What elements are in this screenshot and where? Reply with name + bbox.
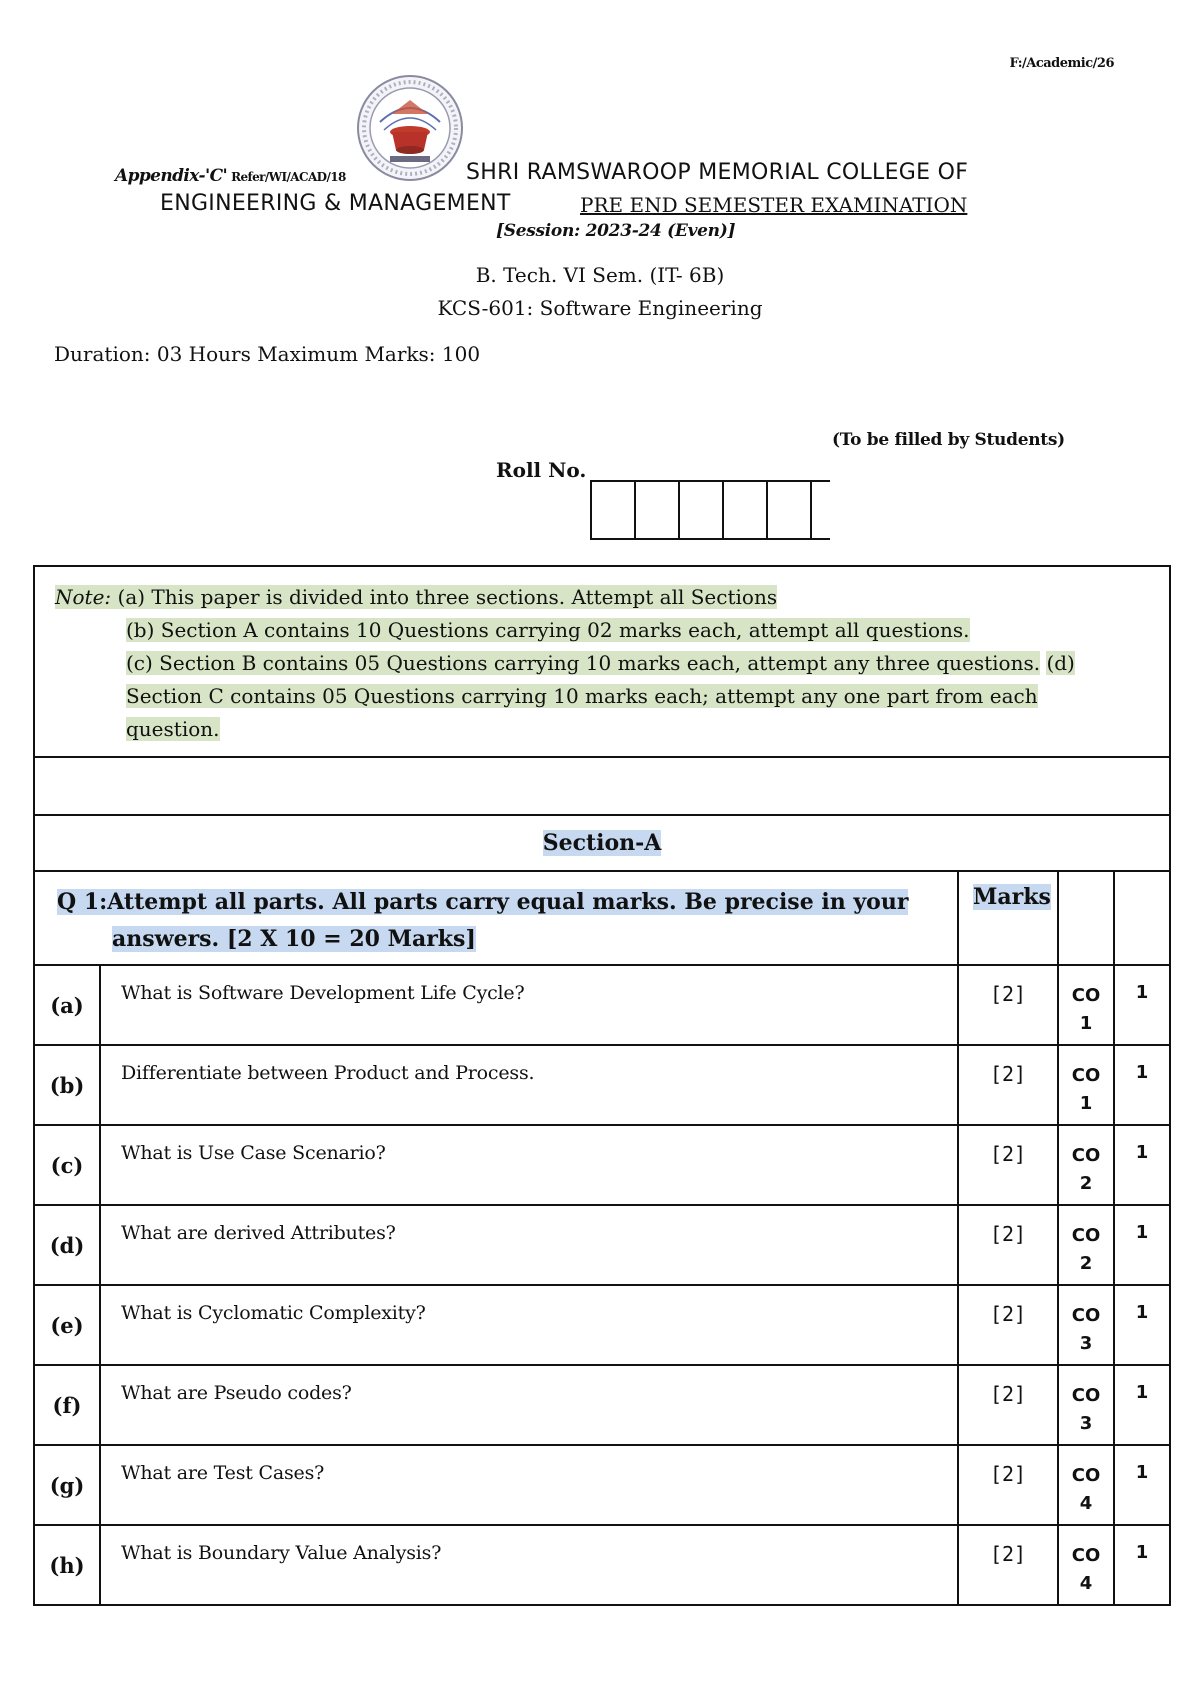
roll-cell[interactable] xyxy=(680,480,724,540)
note-label: Note: xyxy=(55,585,112,609)
section-row xyxy=(34,815,1170,871)
fill-instruction: (To be filled by Students) xyxy=(832,430,1065,450)
question-marks: [2] xyxy=(958,1205,1058,1285)
roll-cell[interactable] xyxy=(812,480,830,540)
question-row xyxy=(34,965,1170,1045)
question-row xyxy=(34,1525,1170,1605)
question-marks: [2] xyxy=(958,1525,1058,1605)
question-marks: [2] xyxy=(958,965,1058,1045)
knowledge-level: 1 xyxy=(1114,1285,1170,1365)
question-marks: [2] xyxy=(958,1365,1058,1445)
question-paper-table xyxy=(33,565,1171,1606)
knowledge-level: 1 xyxy=(1114,1365,1170,1445)
question-label: (g) xyxy=(34,1445,100,1525)
duration-and-marks: Duration: 03 Hours Maximum Marks: 100 xyxy=(54,342,481,366)
note-c: (c) Section B contains 05 Questions carrying 10 marks each, attempt any three questions. xyxy=(126,651,1041,675)
course-outcome-number: 3 xyxy=(1079,1413,1093,1434)
exam-title: PRE END SEMESTER EXAMINATION xyxy=(580,193,968,217)
question-label: (h) xyxy=(34,1525,100,1605)
question-text: What are Test Cases? xyxy=(100,1445,958,1525)
note-row xyxy=(34,566,1170,757)
course-outcome-number: 4 xyxy=(1079,1493,1093,1514)
course-outcome-number: 2 xyxy=(1079,1173,1093,1194)
roll-number-label: Roll No. xyxy=(496,458,587,482)
course-outcome-number: 1 xyxy=(1079,1013,1093,1034)
roll-cell[interactable] xyxy=(768,480,812,540)
question-text: What is Boundary Value Analysis? xyxy=(100,1525,958,1605)
course-outcome: CO xyxy=(1071,1465,1101,1486)
note-d: Section C contains 05 Questions carrying 10 marks each; attempt any one part from each xyxy=(126,684,1038,708)
knowledge-level: 1 xyxy=(1114,965,1170,1045)
question-text: What is Use Case Scenario? xyxy=(100,1125,958,1205)
course-outcome-number: 3 xyxy=(1079,1333,1093,1354)
course-outcome: CO xyxy=(1071,1385,1101,1406)
subject-title: KCS-601: Software Engineering xyxy=(437,296,763,320)
roll-cell[interactable] xyxy=(636,480,680,540)
question-marks: [2] xyxy=(958,1445,1058,1525)
course-outcome: CO xyxy=(1071,1225,1101,1246)
session: [Session: 2023-24 (Even)] xyxy=(496,221,736,241)
question-label: (e) xyxy=(34,1285,100,1365)
course-outcome: CO xyxy=(1071,985,1101,1006)
roll-cell[interactable] xyxy=(724,480,768,540)
question-text: Differentiate between Product and Process. xyxy=(100,1045,958,1125)
question-row xyxy=(34,1125,1170,1205)
q1-header-row xyxy=(34,871,1170,965)
course-outcome: CO xyxy=(1071,1545,1101,1566)
knowledge-level: 1 xyxy=(1114,1045,1170,1125)
question-row xyxy=(34,1445,1170,1525)
question-text: What is Software Development Life Cycle? xyxy=(100,965,958,1045)
form-reference: F:/Academic/26 xyxy=(1009,56,1114,71)
question-label: (f) xyxy=(34,1365,100,1445)
course-outcome-number: 4 xyxy=(1079,1573,1093,1594)
section-title: Section-A xyxy=(542,830,662,856)
note-d-start: (d) xyxy=(1046,651,1075,675)
question-label: (a) xyxy=(34,965,100,1045)
course-outcome: CO xyxy=(1071,1305,1101,1326)
college-logo-icon xyxy=(356,74,464,182)
q1-instruction-line2: answers. [2 X 10 = 20 Marks] xyxy=(112,926,476,952)
knowledge-level: 1 xyxy=(1114,1525,1170,1605)
appendix-ref: Refer/WI/ACAD/18 xyxy=(231,170,346,184)
course-outcome: CO xyxy=(1071,1065,1101,1086)
question-row xyxy=(34,1045,1170,1125)
question-row xyxy=(34,1365,1170,1445)
empty-row xyxy=(34,757,1170,815)
knowledge-level: 1 xyxy=(1114,1445,1170,1525)
appendix-label: Appendix-'C' xyxy=(115,166,228,186)
note-a: (a) This paper is divided into three sections. Attempt all Sections xyxy=(117,585,778,609)
question-text: What is Cyclomatic Complexity? xyxy=(100,1285,958,1365)
q1-instruction-line1: Q 1:Attempt all parts. All parts carry equal marks. Be precise in your xyxy=(57,889,909,915)
question-marks: [2] xyxy=(958,1045,1058,1125)
course-title: B. Tech. VI Sem. (IT- 6B) xyxy=(475,263,725,287)
knowledge-level: 1 xyxy=(1114,1125,1170,1205)
college-name-line1: SHRI RAMSWAROOP MEMORIAL COLLEGE OF xyxy=(466,160,969,185)
marks-header: Marks xyxy=(973,884,1051,910)
roll-cell[interactable] xyxy=(592,480,636,540)
question-text: What are derived Attributes? xyxy=(100,1205,958,1285)
course-outcome: CO xyxy=(1071,1145,1101,1166)
question-text: What are Pseudo codes? xyxy=(100,1365,958,1445)
note-d-end: question. xyxy=(126,717,220,741)
note-b: (b) Section A contains 10 Questions carrying 02 marks each, attempt all questions. xyxy=(126,618,970,642)
knowledge-level: 1 xyxy=(1114,1205,1170,1285)
question-label: (b) xyxy=(34,1045,100,1125)
roll-number-grid[interactable] xyxy=(590,480,830,540)
note-box xyxy=(34,566,1170,757)
question-label: (d) xyxy=(34,1205,100,1285)
college-name-line2: ENGINEERING & MANAGEMENT xyxy=(160,191,511,216)
appendix-reference xyxy=(115,166,346,186)
question-marks: [2] xyxy=(958,1285,1058,1365)
question-label: (c) xyxy=(34,1125,100,1205)
course-outcome-number: 2 xyxy=(1079,1253,1093,1274)
question-row xyxy=(34,1205,1170,1285)
question-marks: [2] xyxy=(958,1125,1058,1205)
course-outcome-number: 1 xyxy=(1079,1093,1093,1114)
question-row xyxy=(34,1285,1170,1365)
